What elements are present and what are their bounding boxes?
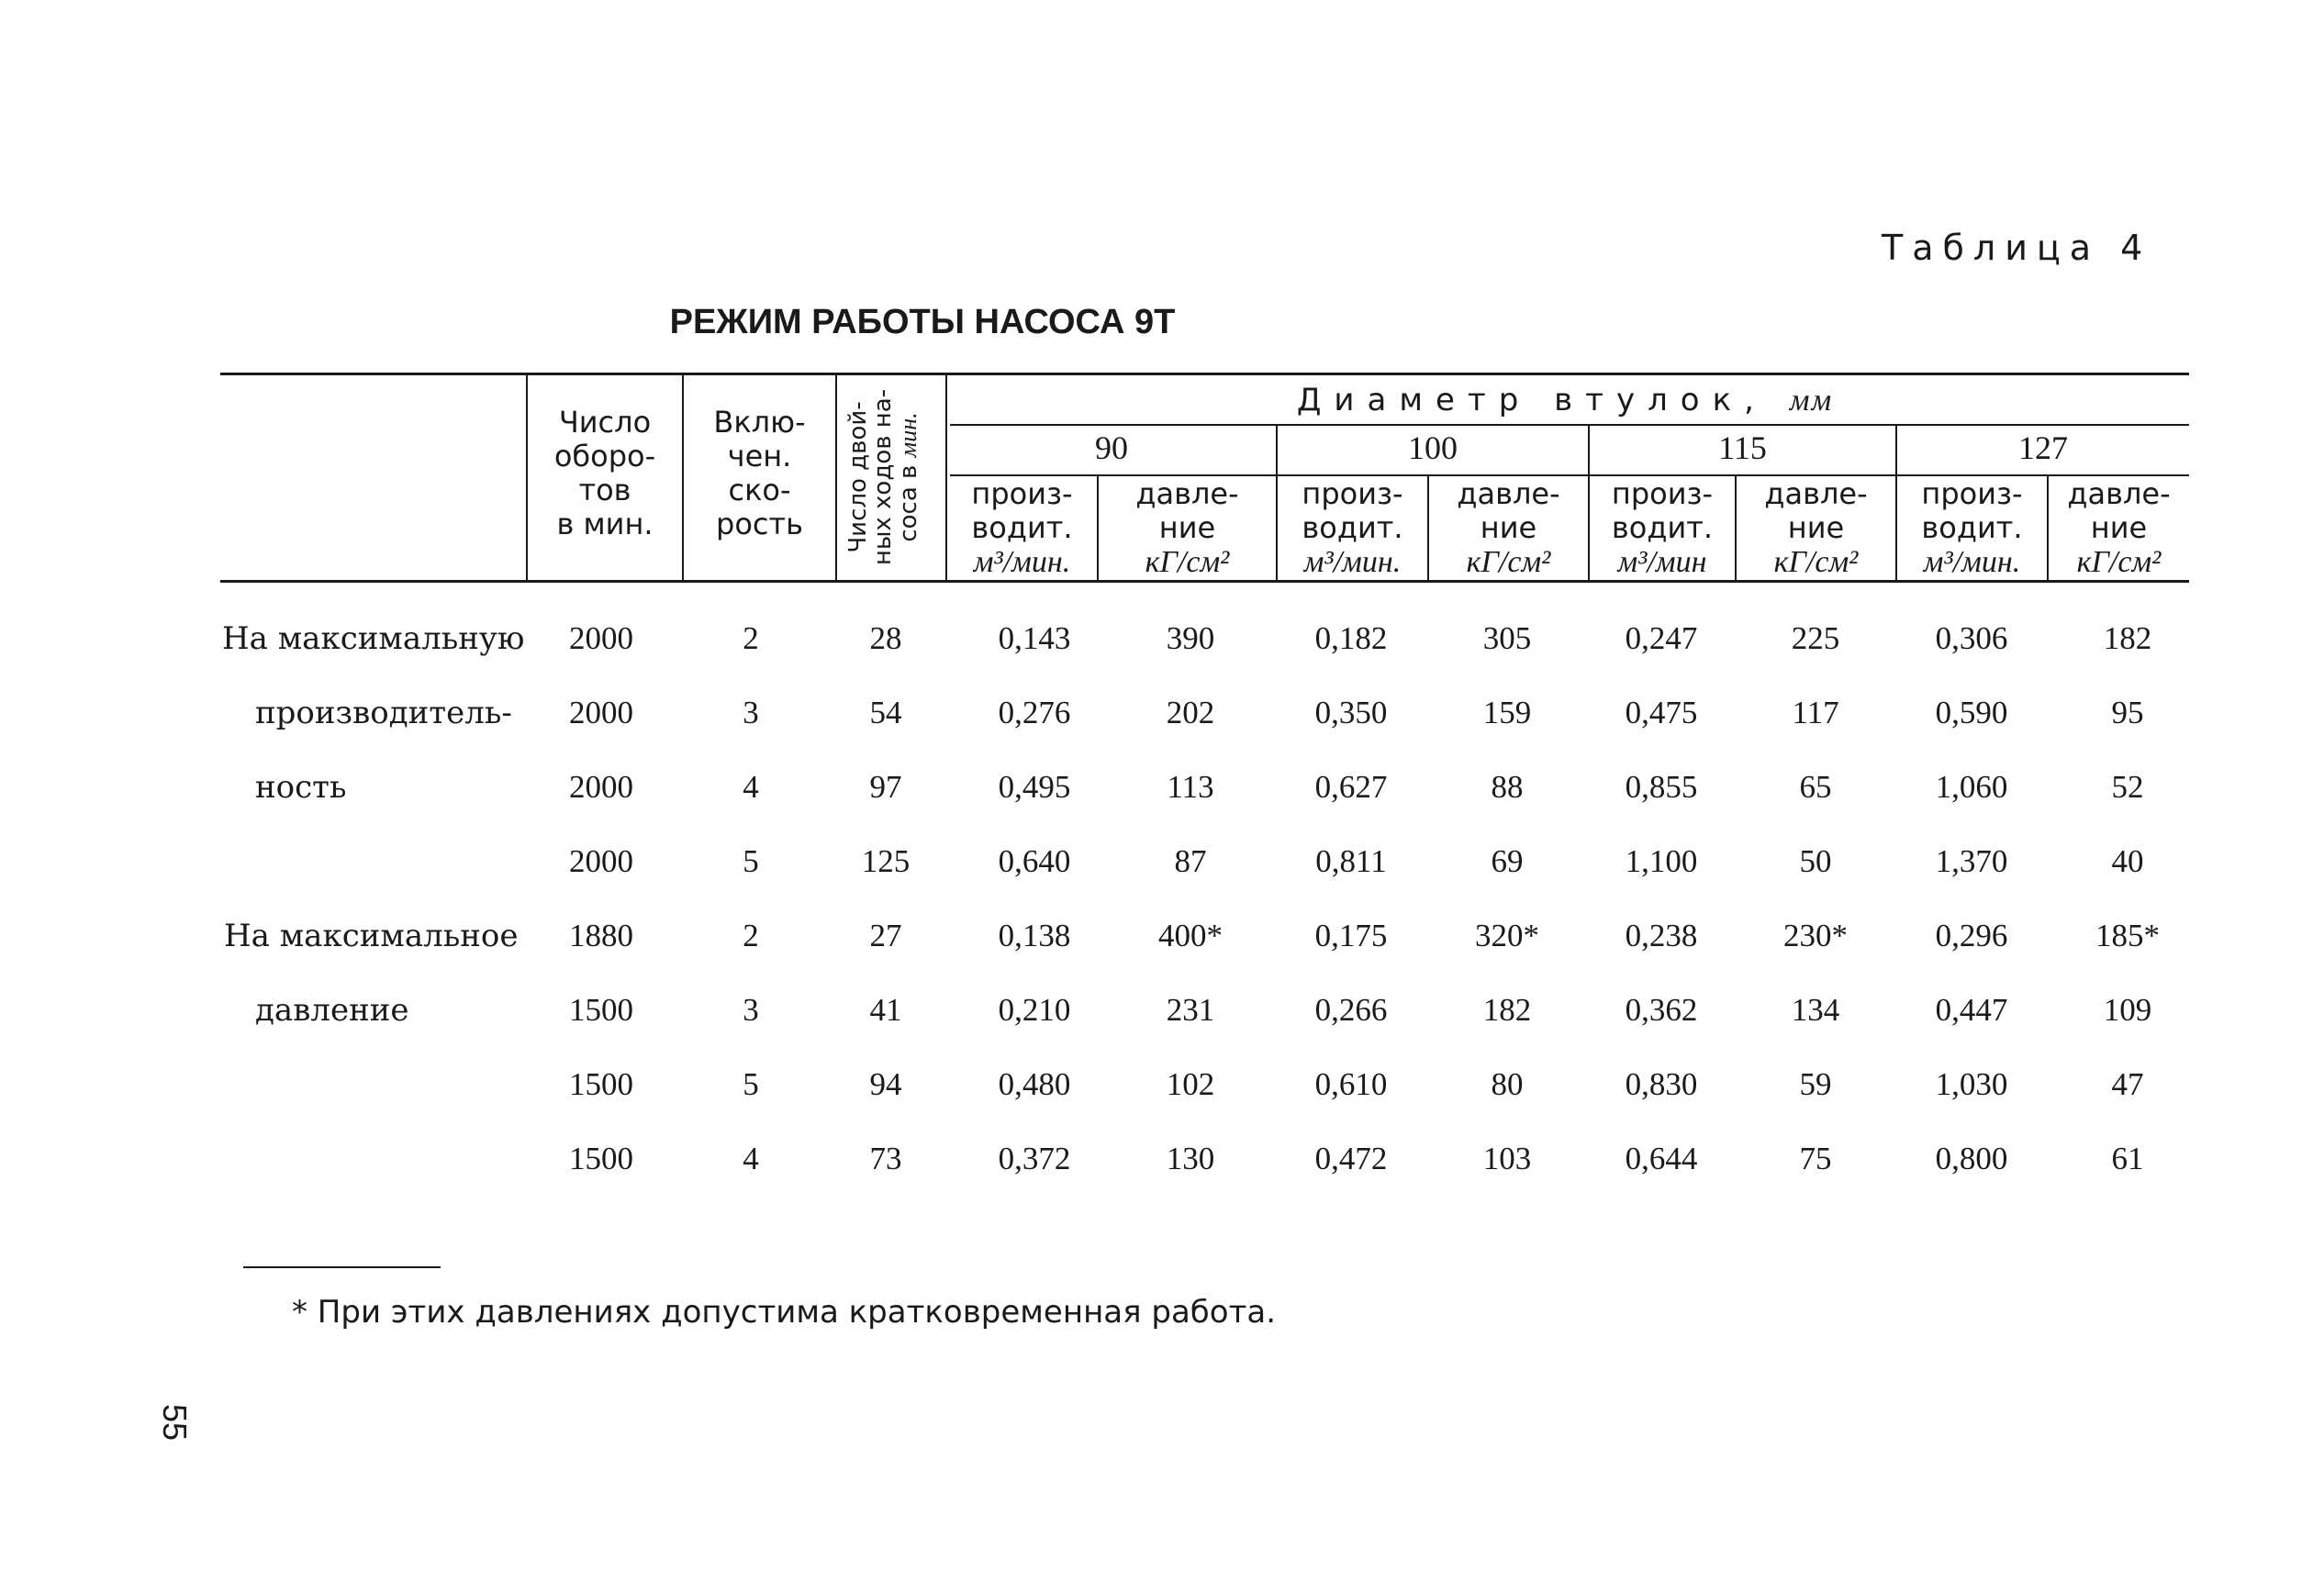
table-cell: 0,238 bbox=[1625, 918, 1698, 953]
table-cell: 2000 bbox=[569, 695, 633, 730]
table-cell: 0,590 bbox=[1935, 695, 2008, 730]
table-cell: 102 bbox=[1166, 1066, 1215, 1102]
table-cell: 109 bbox=[2103, 992, 2152, 1028]
table-cell: 0,276 bbox=[998, 695, 1071, 730]
table-cell: 5 bbox=[743, 843, 759, 879]
table-cell: 2000 bbox=[569, 620, 633, 656]
table-cell: 50 bbox=[1799, 843, 1832, 879]
table-cell: 0,350 bbox=[1314, 695, 1388, 730]
subheader-pressure: давле- ние кГ/см² bbox=[1135, 476, 1239, 579]
table-cell: 117 bbox=[1792, 695, 1839, 730]
table-cell: 2 bbox=[743, 918, 759, 953]
table-cell: 320* bbox=[1475, 918, 1539, 953]
table-cell: 0,627 bbox=[1314, 769, 1388, 805]
table-cell: 305 bbox=[1482, 620, 1532, 656]
table-cell: 3 bbox=[743, 695, 759, 730]
mode-label: На максимальное bbox=[224, 918, 519, 954]
table-cell: 0,447 bbox=[1935, 992, 2008, 1028]
subheader-flow: произ- водит. м³/мин. bbox=[971, 476, 1073, 579]
table-cell: 130 bbox=[1166, 1141, 1215, 1176]
subheader-pressure: давле- ние кГ/см² bbox=[2067, 476, 2171, 579]
table-cell: 0,210 bbox=[998, 992, 1071, 1028]
header-speed: Вклю- чен. ско- рость bbox=[713, 405, 806, 541]
table-cell: 0,495 bbox=[998, 769, 1071, 805]
table-cell: 95 bbox=[2111, 695, 2144, 730]
table-cell: 0,182 bbox=[1314, 620, 1388, 656]
table-cell: 80 bbox=[1491, 1066, 1524, 1102]
table-cell: 0,644 bbox=[1625, 1141, 1698, 1176]
subheader-flow: произ- водит. м³/мин. bbox=[1302, 476, 1403, 579]
subheader-pressure: давле- ние кГ/см² bbox=[1764, 476, 1868, 579]
table-cell: 202 bbox=[1166, 695, 1215, 730]
table-cell: 2 bbox=[743, 620, 759, 656]
table-cell: 2000 bbox=[569, 769, 633, 805]
table-cell: 88 bbox=[1491, 769, 1524, 805]
table-cell: 134 bbox=[1791, 992, 1840, 1028]
table-cell: 0,472 bbox=[1314, 1141, 1388, 1176]
table-cell: 54 bbox=[869, 695, 902, 730]
table-cell: 1,060 bbox=[1935, 769, 2008, 805]
table-cell: 1500 bbox=[569, 1066, 633, 1102]
table-cell: 0,372 bbox=[998, 1141, 1071, 1176]
table-cell: 1,370 bbox=[1935, 843, 2008, 879]
table-cell: 390 bbox=[1166, 620, 1215, 656]
table-cell: 69 bbox=[1491, 843, 1524, 879]
table-title: РЕЖИМ РАБОТЫ НАСОСА 9Т bbox=[669, 303, 1176, 341]
table-cell: 1500 bbox=[569, 1141, 633, 1176]
table-cell: 0,266 bbox=[1314, 992, 1388, 1028]
table-cell: 0,800 bbox=[1935, 1141, 2008, 1176]
header-diameter: Диаметр втулок, мм bbox=[1296, 382, 1834, 418]
table-cell: 182 bbox=[1482, 992, 1532, 1028]
diameter-90: 90 bbox=[1095, 429, 1128, 466]
page-number: 55 bbox=[155, 1403, 194, 1442]
table-cell: 27 bbox=[869, 918, 902, 953]
table-cell: 0,475 bbox=[1625, 695, 1698, 730]
table-cell: 0,143 bbox=[998, 620, 1071, 656]
table-cell: 0,138 bbox=[998, 918, 1071, 953]
table-cell: 73 bbox=[869, 1141, 902, 1176]
table-cell: 28 bbox=[869, 620, 902, 656]
table-cell: 41 bbox=[869, 992, 902, 1028]
footnote: * При этих давлениях допустима кратковременная работа. bbox=[292, 1294, 1277, 1331]
subheader-pressure: давле- ние кГ/см² bbox=[1457, 476, 1560, 579]
footnote-rule bbox=[243, 1266, 441, 1268]
subheader-flow: произ- водит. м³/мин. bbox=[1921, 476, 2023, 579]
table-cell: 4 bbox=[743, 1141, 759, 1176]
table-cell: 0,610 bbox=[1314, 1066, 1388, 1102]
table-cell: 52 bbox=[2111, 769, 2144, 805]
table-cell: 1500 bbox=[569, 992, 633, 1028]
table-cell: 231 bbox=[1166, 992, 1215, 1028]
table-cell: 1880 bbox=[569, 918, 633, 953]
table-cell: 5 bbox=[743, 1066, 759, 1102]
table-cell: 59 bbox=[1799, 1066, 1832, 1102]
mode-label: На максимальную bbox=[222, 620, 525, 657]
diameter-100: 100 bbox=[1408, 429, 1458, 466]
table-cell: 0,855 bbox=[1625, 769, 1698, 805]
table-cell: 0,306 bbox=[1935, 620, 2008, 656]
subheader-flow: произ- водит. м³/мин bbox=[1611, 476, 1714, 579]
table-cell: 125 bbox=[861, 843, 911, 879]
table-cell: 185* bbox=[2095, 918, 2160, 953]
mode-label: ность bbox=[255, 769, 347, 806]
table-cell: 400* bbox=[1158, 918, 1223, 953]
table-cell: 230* bbox=[1783, 918, 1848, 953]
table-cell: 0,830 bbox=[1625, 1066, 1698, 1102]
header-bottom-rule bbox=[220, 580, 2189, 583]
table-cell: 4 bbox=[743, 769, 759, 805]
header-rpm: Число оборо- тов в мин. bbox=[553, 405, 656, 541]
table-cell: 87 bbox=[1174, 843, 1207, 879]
table-top-rule bbox=[220, 373, 2189, 375]
table-cell: 47 bbox=[2111, 1066, 2144, 1102]
table-cell: 0,640 bbox=[998, 843, 1071, 879]
table-cell: 1,100 bbox=[1625, 843, 1698, 879]
table-cell: 225 bbox=[1791, 620, 1840, 656]
table-cell: 0,811 bbox=[1315, 843, 1387, 879]
table-number: Таблица 4 bbox=[1882, 228, 2152, 268]
table-cell: 3 bbox=[743, 992, 759, 1028]
table-cell: 94 bbox=[869, 1066, 902, 1102]
table-cell: 0,362 bbox=[1625, 992, 1698, 1028]
table-cell: 65 bbox=[1799, 769, 1832, 805]
table-cell: 0,480 bbox=[998, 1066, 1071, 1102]
table-cell: 97 bbox=[869, 769, 902, 805]
table-cell: 159 bbox=[1482, 695, 1532, 730]
table-cell: 113 bbox=[1167, 769, 1214, 805]
table-cell: 182 bbox=[2103, 620, 2152, 656]
mode-label: давление bbox=[255, 992, 409, 1029]
table-cell: 75 bbox=[1799, 1141, 1832, 1176]
diameter-rule bbox=[950, 424, 2189, 426]
diameter-127: 127 bbox=[2018, 429, 2068, 466]
table-cell: 40 bbox=[2111, 843, 2144, 879]
header-strokes: Число двой- ных ходов на- соса в мин. bbox=[844, 388, 923, 566]
table-cell: 0,175 bbox=[1314, 918, 1388, 953]
table-cell: 0,296 bbox=[1935, 918, 2008, 953]
table-cell: 2000 bbox=[569, 843, 633, 879]
table-cell: 0,247 bbox=[1625, 620, 1698, 656]
mode-label: производитель- bbox=[255, 695, 512, 731]
table-cell: 61 bbox=[2111, 1141, 2144, 1176]
table-cell: 1,030 bbox=[1935, 1066, 2008, 1102]
table-cell: 103 bbox=[1482, 1141, 1532, 1176]
diameter-115: 115 bbox=[1718, 429, 1767, 466]
